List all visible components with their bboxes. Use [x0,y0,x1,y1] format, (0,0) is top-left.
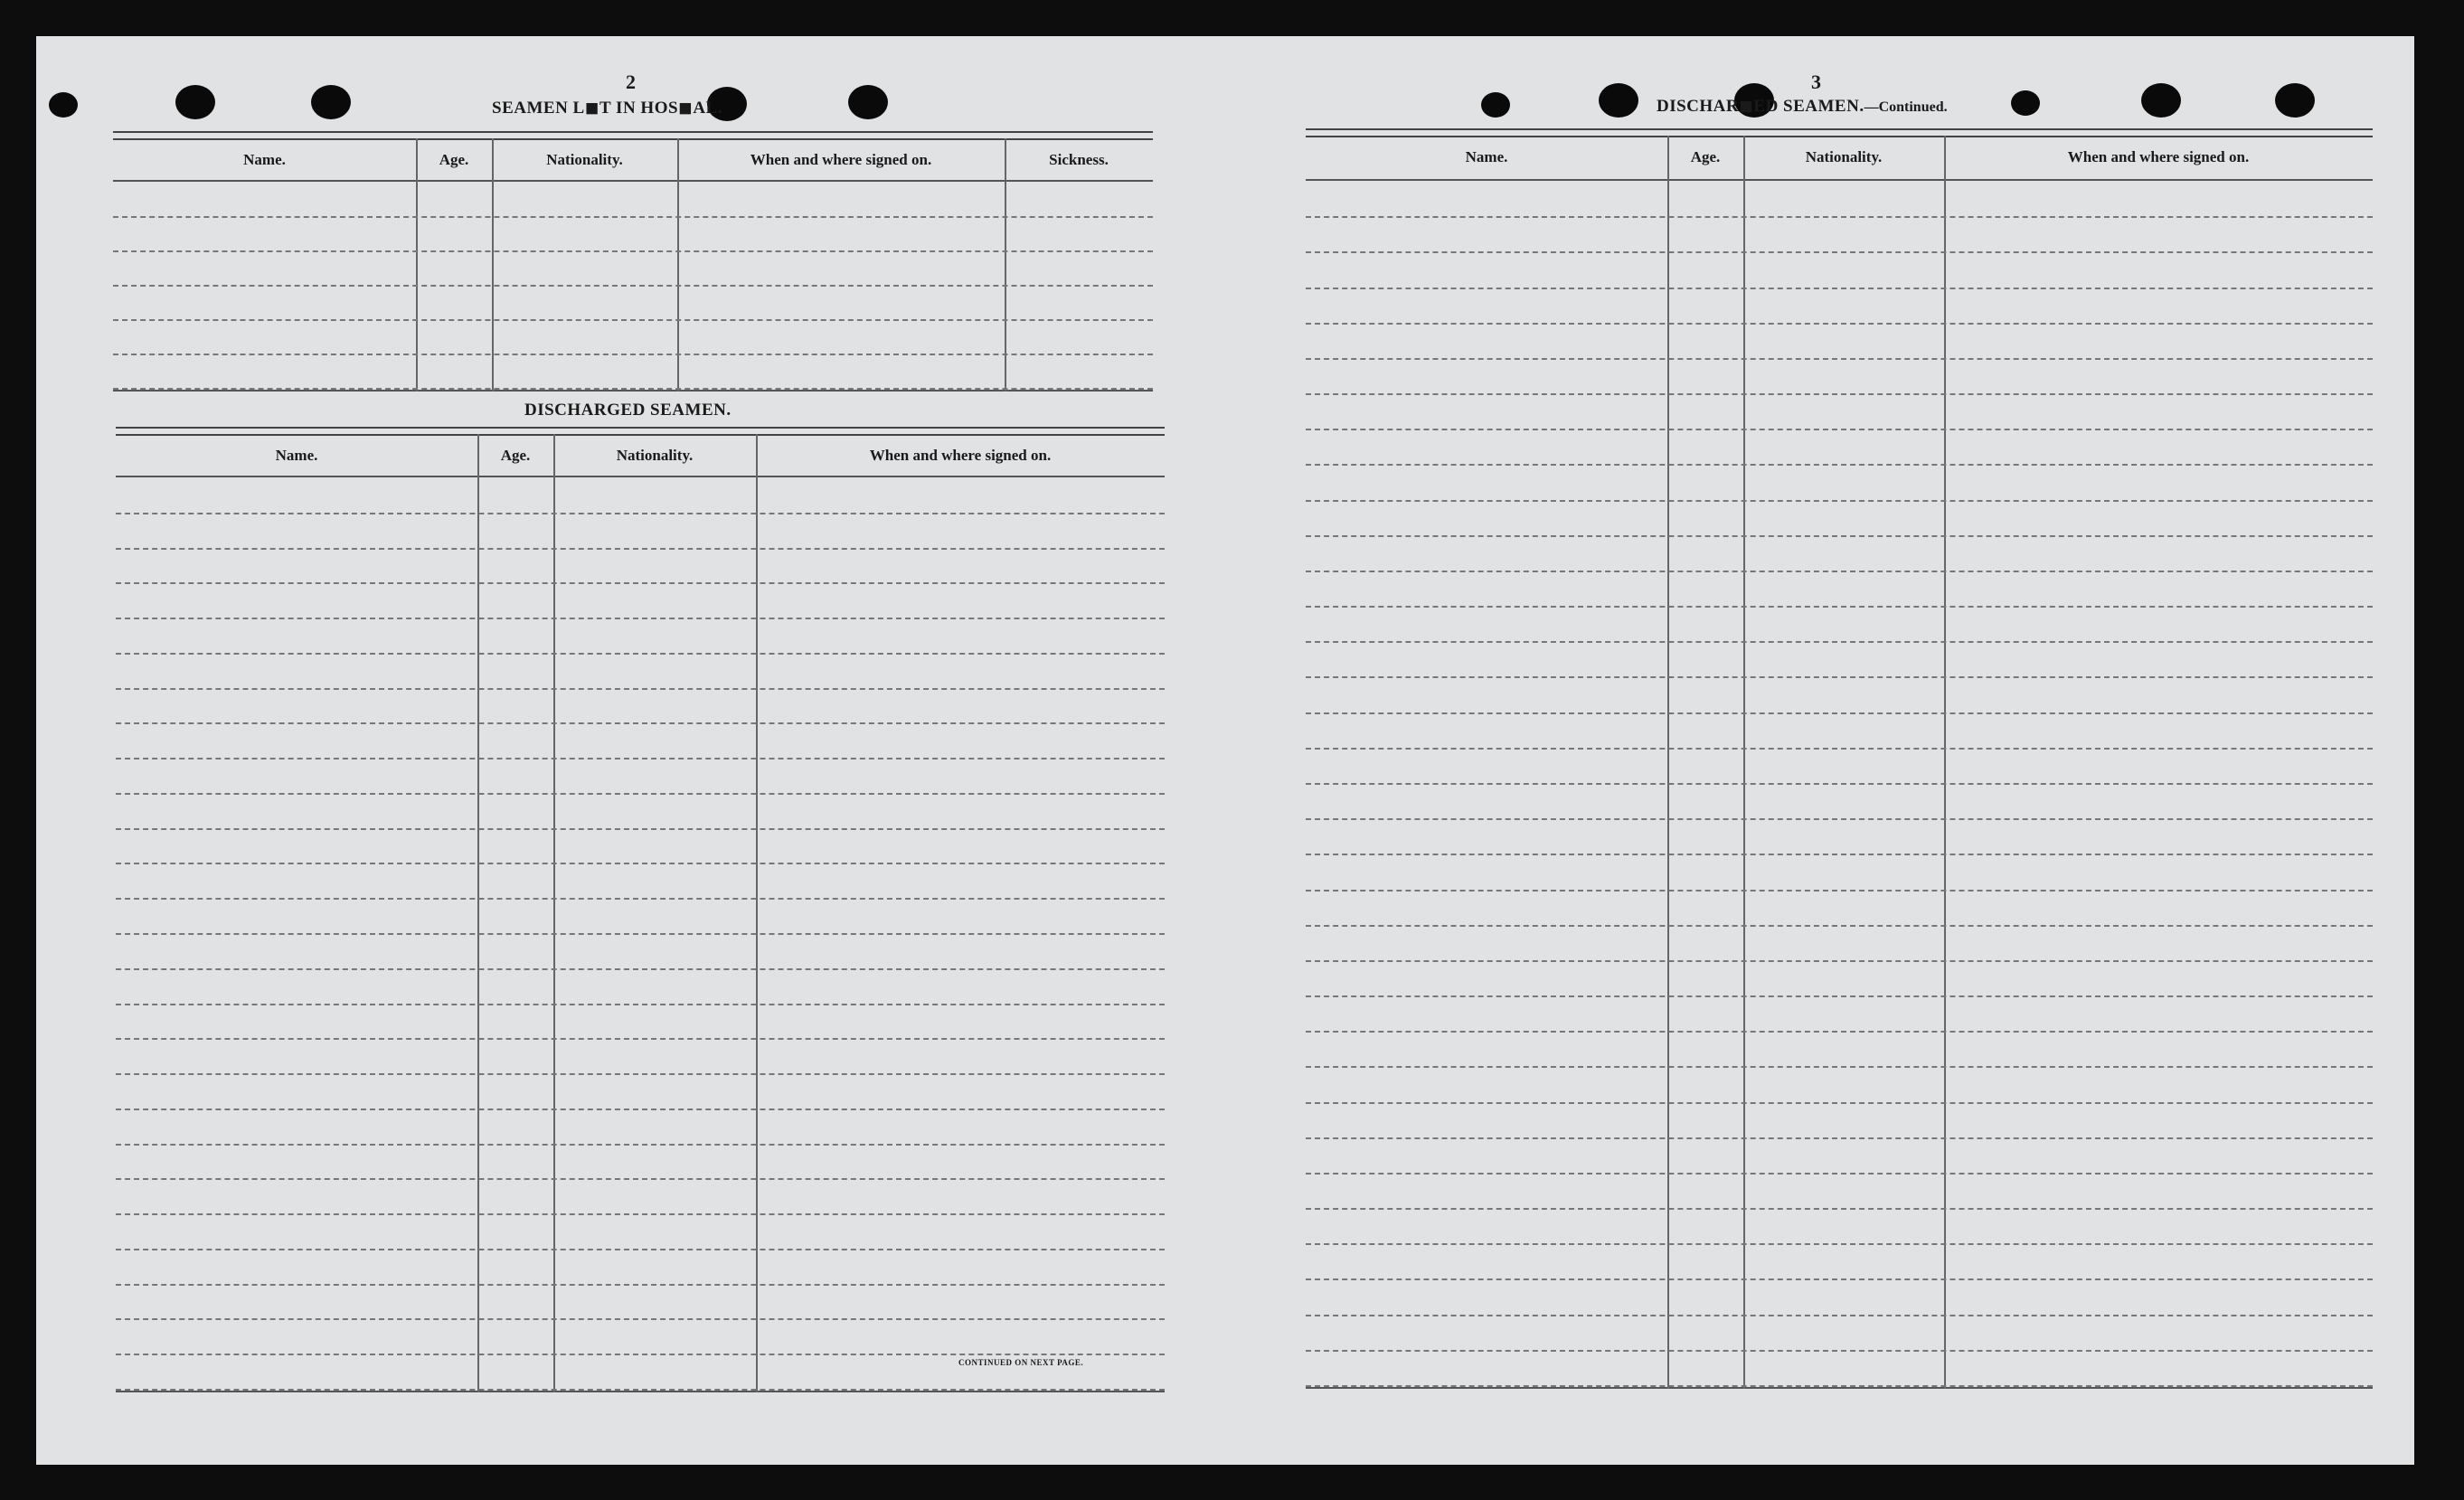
blank-entry-row [116,968,1165,970]
blank-entry-row [116,548,1165,550]
blank-entry-row [1306,995,2373,997]
hospital-header-when-where: When and where signed on. [750,151,932,168]
continued-header-when-where: When and where signed on. [2067,148,2250,165]
blank-entry-row [1306,818,2373,820]
blank-entry-row [1306,783,2373,785]
discharged-continued-table [1306,128,2373,1394]
punch-hole-icon [175,85,215,119]
hospital-header-sickness: Sickness. [1049,151,1109,168]
blank-entry-row [1306,925,2373,927]
blank-entry-row [116,688,1165,690]
blank-entry-row [1306,1031,2373,1033]
blank-entry-row [116,828,1165,830]
blank-entry-row [1306,393,2373,395]
blank-entry-row [1306,606,2373,608]
blank-entry-row [1306,712,2373,714]
scanned-form [36,36,2414,1465]
punch-hole-icon [311,85,351,119]
blank-entry-row [116,1249,1165,1250]
hospital-table [113,131,1153,395]
continued-header-age: Age. [1690,148,1721,165]
discharged-header-name: Name. [275,447,318,464]
left-page-number: 2 [626,71,636,93]
blank-entry-row [116,898,1165,900]
continued-label: —Continued. [1864,99,1948,115]
blank-entry-row [113,216,1153,218]
blank-entry-row [113,250,1153,252]
blank-entry-row [116,1284,1165,1286]
blank-entry-row [1306,748,2373,750]
discharged-header-when-where: When and where signed on. [869,447,1052,464]
blank-entry-row [116,1389,1165,1391]
discharged-header-age: Age. [500,447,531,464]
punch-hole-icon [1481,92,1510,118]
blank-entry-row [116,722,1165,724]
blank-entry-row [1306,676,2373,678]
blank-entry-row [1306,854,2373,855]
discharged-section-title: DISCHARGED SEAMEN. [524,401,732,420]
blank-entry-row [116,1073,1165,1075]
blank-entry-row [1306,1350,2373,1352]
blank-entry-row [116,1038,1165,1040]
blank-entry-row [1306,216,2373,218]
discharged-continued-title [1657,96,1948,117]
blank-entry-row [1306,1208,2373,1210]
blank-entry-row [1306,251,2373,253]
blank-entry-row [116,1144,1165,1146]
blank-entry-row [116,1004,1165,1005]
blank-entry-row [116,1318,1165,1320]
punch-hole-icon [2011,90,2040,116]
blank-entry-row [113,319,1153,321]
blank-entry-row [116,582,1165,584]
blank-entry-row [1306,1137,2373,1139]
punch-hole-icon [2275,83,2315,118]
blank-entry-row [116,933,1165,935]
blank-entry-row [113,354,1153,355]
blank-entry-row [1306,890,2373,892]
discharged-table [116,427,1165,1396]
continued-header-name: Name. [1465,148,1508,165]
continued-header-nationality: Nationality. [1805,148,1883,165]
hospital-header-name: Name. [243,151,286,168]
punch-hole-icon [848,85,888,119]
blank-entry-row [1306,641,2373,643]
blank-entry-row [1306,464,2373,466]
punch-hole-icon [2141,83,2181,118]
punch-hole-icon [49,92,78,118]
hospital-header-nationality: Nationality. [546,151,623,168]
blank-entry-row [116,1108,1165,1110]
blank-entry-row [1306,288,2373,289]
blank-entry-row [116,758,1165,759]
blank-entry-row [1306,571,2373,572]
blank-entry-row [113,285,1153,287]
continued-footnote: CONTINUED ON NEXT PAGE. [958,1358,1084,1367]
blank-entry-row [1306,1278,2373,1280]
blank-entry-row [1306,358,2373,360]
blank-entry-row [116,653,1165,655]
hospital-section-title: SEAMEN L◼T IN HOS◼AL. [492,99,722,118]
blank-entry-row [1306,429,2373,430]
blank-entry-row [116,1178,1165,1180]
blank-entry-row [116,863,1165,864]
discharged-continued-title-main: DISCHAR◼ED SEAMEN. [1657,97,1865,116]
blank-entry-row [1306,960,2373,962]
punch-hole-icon [1599,83,1638,118]
blank-entry-row [116,513,1165,514]
blank-entry-row [116,618,1165,619]
blank-entry-row [1306,1243,2373,1245]
discharged-header-nationality: Nationality. [616,447,694,464]
blank-entry-row [1306,500,2373,502]
blank-entry-row [113,388,1153,390]
blank-entry-row [116,793,1165,795]
blank-entry-row [1306,1102,2373,1104]
hospital-header-age: Age. [439,151,469,168]
blank-entry-row [116,1354,1165,1355]
right-page-number: 3 [1811,71,1821,93]
blank-entry-row [1306,1066,2373,1068]
blank-entry-row [116,1213,1165,1215]
blank-entry-row [1306,323,2373,325]
blank-entry-row [1306,1385,2373,1387]
blank-entry-row [1306,535,2373,537]
blank-entry-row [1306,1173,2373,1175]
blank-entry-row [1306,1315,2373,1316]
